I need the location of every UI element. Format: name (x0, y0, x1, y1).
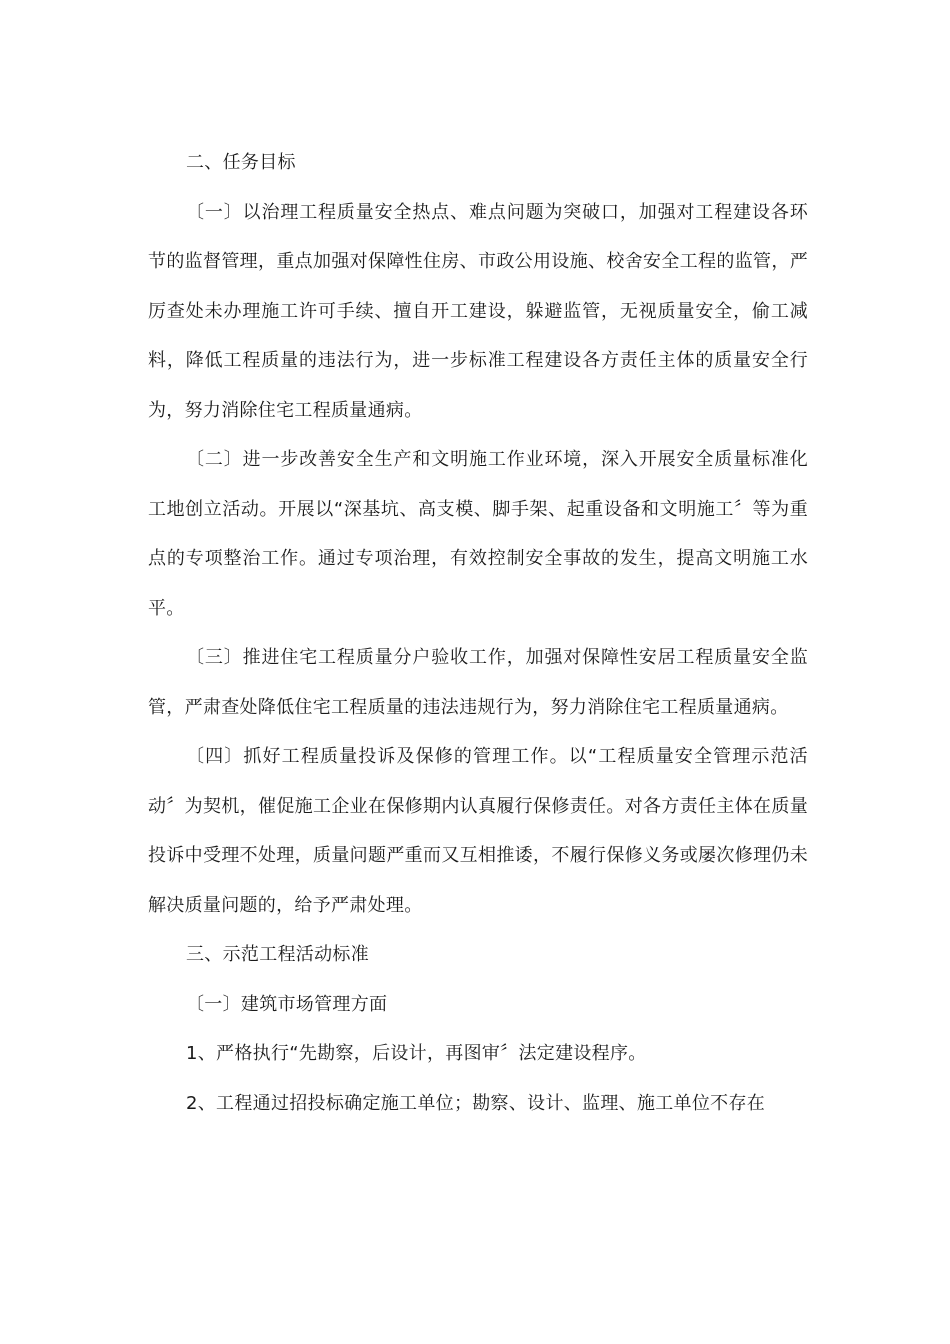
section-heading-standards: 三、示范工程活动标准 (186, 944, 369, 965)
paragraph-goal-4: 〔四〕抓好工程质量投诉及保修的管理工作。以“工程质量安全管理示范活动〞为契机，催促施工企业在保修期内认真履行保修责任。对各方责任主体在质量投诉中受理不处理，质量问题严重而又互相推诿，不履行保修义务或屡次修理仍未解决质量问题的，给予严肃处理。 (148, 746, 808, 916)
list-item-1: 1、严格执行“先勘察，后设计，再图审〞法定建设程序。 (186, 1043, 647, 1064)
paragraph-goal-1: 〔一〕以治理工程质量安全热点、难点问题为突破口，加强对工程建设各环节的监督管理，重点加强对保障性住房、市政公用设施、校舍安全工程的监管，严厉查处未办理施工许可手续、擅自开工建设，躲避监管，无视质量安全，偷工减料，降低工程质量的违法行为，进一步标准工程建设各方责任主体的质量安全行为，努力消除住宅工程质量通病。 (148, 201, 808, 421)
section-heading-task-goals: 二、任务目标 (186, 152, 296, 173)
paragraph-goal-2: 〔二〕进一步改善安全生产和文明施工作业环境，深入开展安全质量标准化工地创立活动。开展以“深基坑、高支模、脚手架、起重设备和文明施工〞等为重点的专项整治工作。通过专项治理，有效控制安全事故的发生，提高文明施工水平。 (148, 449, 808, 619)
list-item-2: 2、工程通过招投标确定施工单位；勘察、设计、监理、施工单位不存在 (186, 1092, 766, 1114)
document-body (148, 138, 808, 1128)
subsection-heading-market: 〔一〕建筑市场管理方面 (186, 993, 388, 1015)
paragraph-goal-3: 〔三〕推进住宅工程质量分户验收工作，加强对保障性安居工程质量安全监管，严肃查处降低住宅工程质量的违法违规行为，努力消除住宅工程质量通病。 (148, 647, 808, 718)
